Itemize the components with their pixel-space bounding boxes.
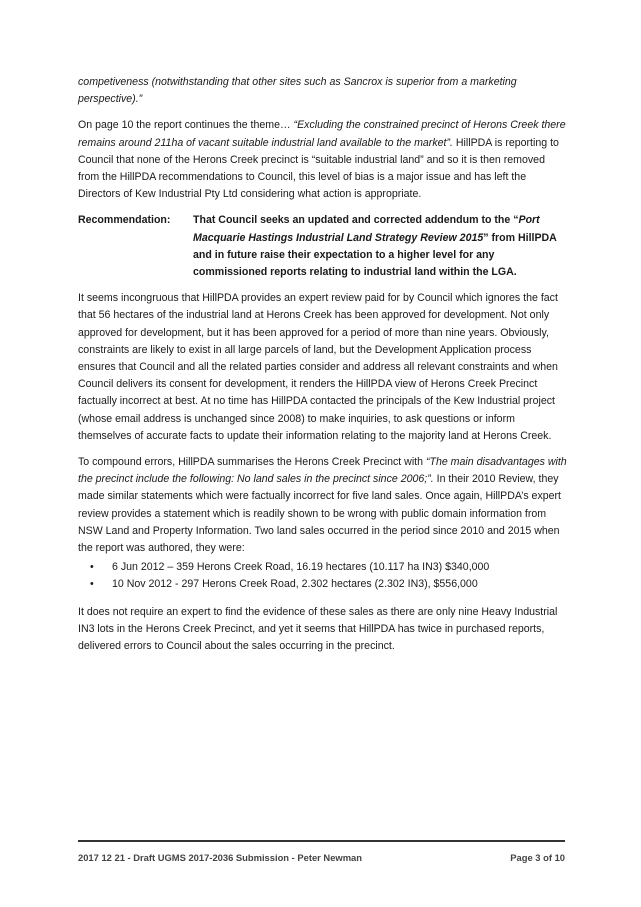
footer-page-number: Page 3 of 10 <box>510 852 565 863</box>
list-item: • 10 Nov 2012 - 297 Herons Creek Road, 2.302 hectares (2.302 IN3), $556,000 <box>78 576 568 593</box>
footer-document-title: 2017 12 21 - Draft UGMS 2017-2036 Submission - Peter Newman <box>78 852 362 863</box>
sales-list <box>78 559 568 593</box>
recommendation-block <box>78 212 568 281</box>
recommendation-label: Recommendation: <box>78 214 171 227</box>
paragraph-1: On page 10 the report continues the theme… “Excluding the constrained precinct of Herons Creek there remains around 211ha of vacant suitable industrial land available to the market”. HillPDA is reporting to Council that none of the Herons Creek precinct is “suitable industrial land” and so it is then removed from the HillPDA recommendations to Council, this level of bias is a major issue and has left the Directors of Kew Industrial Pty Ltd considering what action is appropriate. <box>78 119 566 201</box>
paragraph-3: To compound errors, HillPDA summarises the Herons Creek Precinct with “The main disadvantages with the precinct include the following: No land sales in the precinct since 2006;”. In their 2010 Review, they made similar statements which were factually incorrect for five land sales. Once again, HillPDA’s expert review provides a statement which is readily shown to be wrong with public domain information from NSW Land and Property Information. Two land sales occurred in the period since 2010 and 2015 when the report was authored, they were: <box>78 456 567 555</box>
bullet-icon: • <box>90 561 94 574</box>
document-body <box>78 74 568 664</box>
paragraph-2: It seems incongruous that HillPDA provides an expert review paid for by Council which ignores the fact that 56 hectares of the industrial land at Herons Creek has been approved for development. Not only approved for development, but it has been approved for a period of more than nine years. Obviously, constraints are likely to exist in all large parcels of land, but the Development Application process ensures that Council and all the related parties consider and address all relevant constraints and when Council delivers its consent for development, it renders the HillPDA view of Herons Creek Precinct factually incorrect at best. At no time has HillPDA contacted the principals of the Kew Industrial project (whose email address is unchanged since 2008) to make inquiries, to ask questions or inform themselves of accurate facts to update their information relating to the majority land at Herons Creek. <box>78 292 558 442</box>
list-item: • 6 Jun 2012 – 359 Herons Creek Road, 16.19 hectares (10.117 ha IN3) $340,000 <box>78 559 568 576</box>
paragraph-4: It does not require an expert to find the evidence of these sales as there are only nine Heavy Industrial IN3 lots in the Herons Creek Precinct, and yet it seems that HillPDA has twice in purchased reports, delivered errors to Council about the sales occurring in the precinct. <box>78 605 558 653</box>
bullet-icon: • <box>90 578 94 591</box>
paragraph-0: competiveness (notwithstanding that other sites such as Sancrox is superior from a marketing perspective).” <box>78 76 517 106</box>
page-footer <box>78 852 565 863</box>
footer-divider <box>78 840 565 842</box>
recommendation-text: That Council seeks an updated and corrected addendum to the “Port Macquarie Hastings Industrial Land Strategy Review 2015” from HillPDA and in future raise their expectation to a higher level for any commissioned reports relating to industrial land within the LGA. <box>193 214 557 279</box>
